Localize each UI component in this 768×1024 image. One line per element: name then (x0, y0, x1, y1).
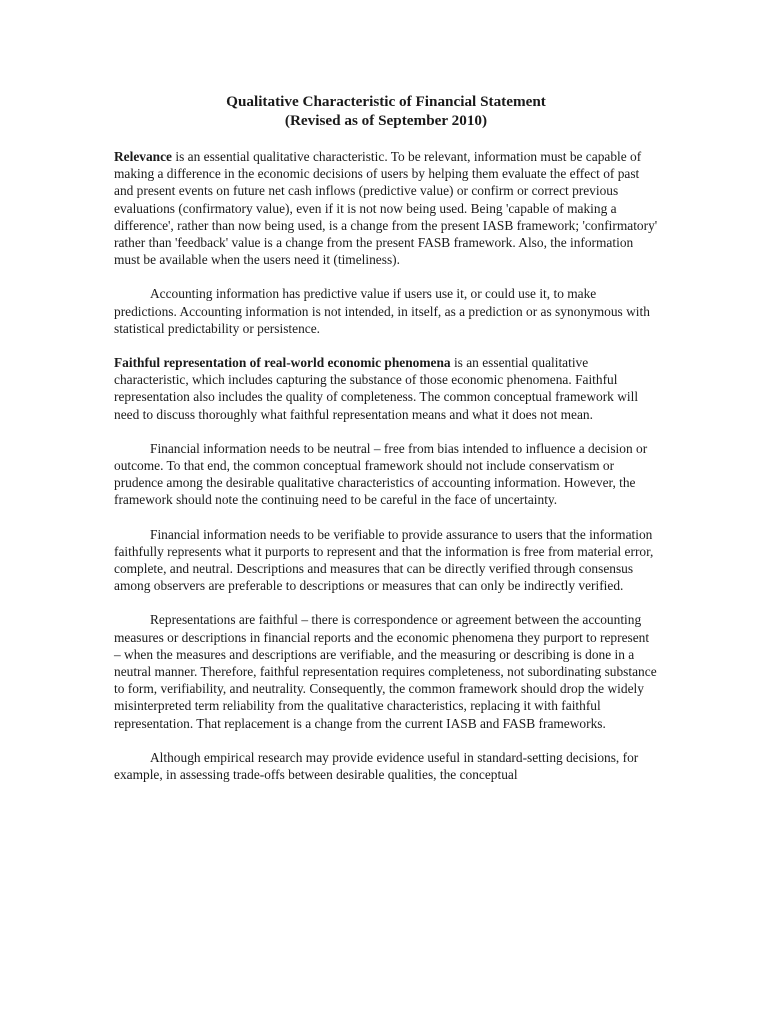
paragraph-text: Although empirical research may provide evidence useful in standard-setting decisions, for example, in assessing trade-offs between desirable qualities, the conceptual (114, 749, 639, 783)
paragraph-text: Financial information needs to be neutral – free from bias intended to influence a decision or outcome. To that end, the common conceptual framework should not include conservatism or prudence among the desirable qualitative characteristics of accounting information. However, the framework should note the continuing need to be careful in the face of uncertainty. (114, 440, 648, 508)
title-line-1: Qualitative Characteristic of Financial Statement (226, 93, 546, 110)
paragraph-text: is an essential qualitative characteristic. To be relevant, information must be capable of making a difference in the economic decisions of users by helping them evaluate the effect of past and present events on future net cash inflows (predictive value) or confirm or correct previous evaluations (confirmatory value), even if it is not now being used. Being 'capable of making a difference', rather than now being used, is a change from the present IASB framework; 'confirmatory' rather than 'feedback' value is a change from the present FASB framework. Also, the information must be available when the users need it (timeliness). (114, 149, 658, 268)
paragraph-text: is an essential qualitative characteristic, which includes capturing the substance of those economic phenomena. Faithful representation also includes the quality of completeness. The common conceptual framework will need to discuss thoroughly what faithful representation means and what it does not mean. (114, 355, 639, 422)
paragraph-text: Accounting information has predictive value if users use it, or could use it, to make predictions. Accounting information is not intended, in itself, as a prediction or as synonymous with statistical predictability or persistence. (114, 286, 650, 336)
paragraph-lead: Relevance (114, 149, 173, 164)
paragraph-predictive-value (114, 285, 658, 337)
paragraph-relevance (114, 148, 658, 268)
paragraph-lead: Faithful representation of real-world economic phenomena (114, 355, 451, 371)
paragraph-representations-faithful (114, 611, 658, 731)
paragraph-text: Representations are faithful – there is correspondence or agreement between the accounting measures or descriptions in financial reports and the economic phenomena they purport to represent – when the measures and descriptions are verifiable, and the measuring or describing is done in a neutral manner. Therefore, faithful representation requires completeness, not subordinating substance to form, verifiability, and neutrality. Consequently, the common framework should drop the widely misinterpreted term reliability from the qualitative characteristics, replacing it with faithful representation. That replacement is a change from the current IASB and FASB frameworks. (114, 612, 657, 731)
paragraph-verifiable (114, 526, 658, 595)
paragraph-neutral (114, 440, 658, 509)
paragraph-faithful-representation (114, 354, 658, 423)
paragraph-empirical-research (114, 749, 658, 783)
title-line-2: (Revised as of September 2010) (284, 112, 488, 129)
document-title (114, 92, 658, 130)
paragraph-text: Financial information needs to be verifiable to provide assurance to users that the information faithfully represents what it purports to represent and that the information is free from material error, complete, and neutral. Descriptions and measures that can be directly verified through consensus among observers are preferable to descriptions or measures that can only be indirectly verified. (114, 526, 654, 594)
